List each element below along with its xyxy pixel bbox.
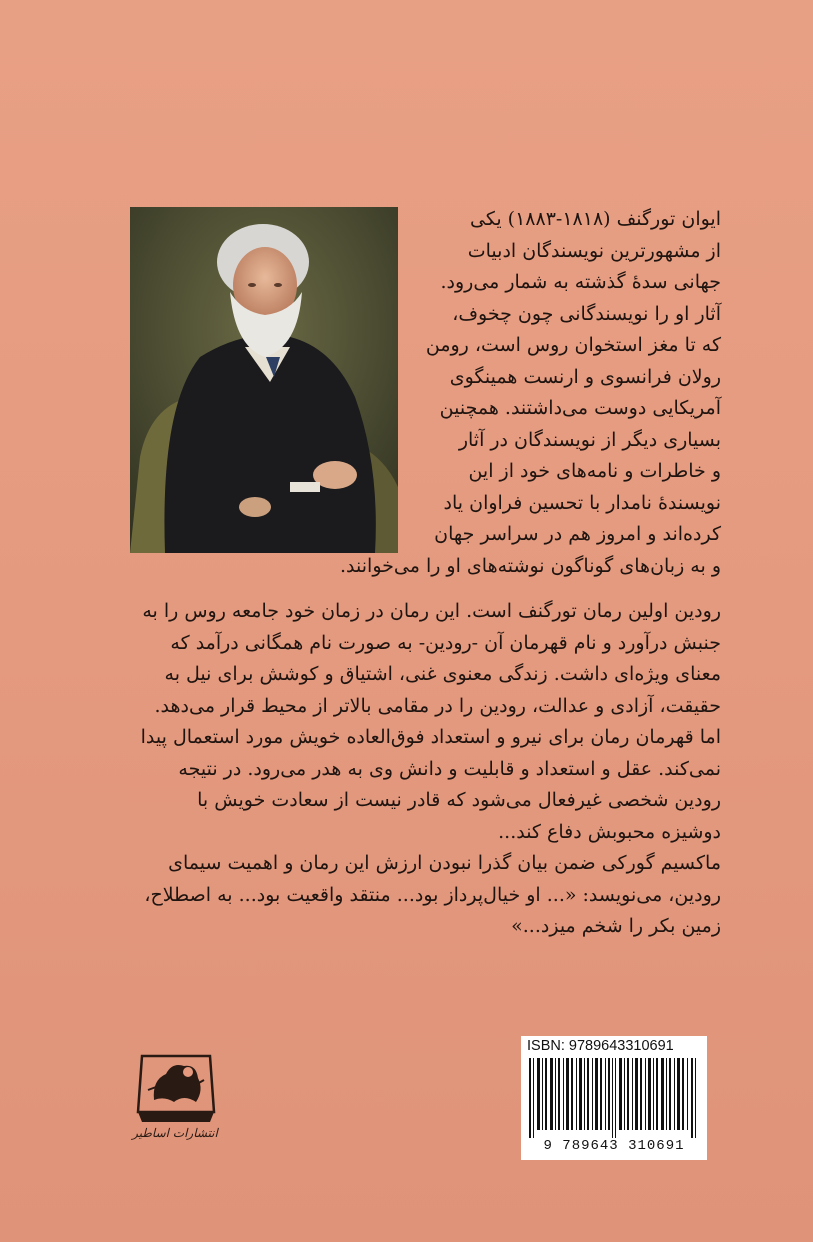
synopsis-line: اما قهرمان رمان برای نیرو و استعداد فوق‌العاده خویش مورد استعمال پیدا — [140, 726, 721, 748]
intro-line: از مشهورترین نویسندگان ادبیات — [467, 239, 721, 262]
synopsis-line: معنای ویژه‌ای داشت. زندگی معنوی غنی، اشتیاق و کوشش برای نیل به — [164, 663, 721, 685]
intro-line: رولان فرانسوی و ارنست همینگوی — [449, 365, 721, 388]
barcode-label — [521, 1036, 707, 1160]
barcode-digits: 9 789643 310691 — [543, 1138, 685, 1154]
intro-paragraph — [118, 204, 721, 582]
synopsis-line: نمی‌کند. عقل و استعداد و قابلیت و دانش وی به هدر می‌رود. در نتیجه — [178, 757, 721, 780]
publisher-logo — [134, 1050, 218, 1138]
synopsis-line: دوشیزه محبوبش دفاع کند... — [498, 820, 721, 843]
intro-line: که تا مغز استخوان روس است، رومن — [425, 334, 721, 356]
intro-line: و خاطرات و نامه‌های خود از این — [468, 460, 721, 482]
synopsis-line: جنبش درآورد و نام قهرمان آن -رودین- به صورت نام همگانی درآمد که — [170, 631, 721, 654]
intro-line: ایوان تورگنف (۱۸۱۸-۱۸۸۳) یکی — [470, 208, 721, 230]
quote-line: ماکسیم گورکی ضمن بیان گذرا نبودن ارزش این رمان و اهمیت سیمای — [168, 852, 721, 874]
barcode — [527, 1058, 701, 1138]
intro-line: جهانی سدهٔ گذشته به شمار می‌رود. — [440, 271, 721, 293]
intro-line: کرده‌اند و امروز هم در سراسر جهان — [434, 523, 721, 545]
synopsis-line: رودین اولین رمان تورگنف است. این رمان در زمان خود جامعه روس را به — [142, 600, 721, 622]
intro-line: نویسندهٔ نامدار با تحسین فراوان یاد — [443, 491, 721, 514]
intro-line: آمریکایی دوست می‌داشتند. همچنین — [439, 397, 721, 419]
synopsis-line: حقیقت، آزادی و عدالت، رودین را در مقامی بالاتر از محیط قرار می‌دهد. — [154, 694, 721, 717]
quote-line: رودین، می‌نویسد: «... او خیال‌پرداز بود... منتقد واقعیت بود... به اصطلاح، — [144, 883, 721, 906]
intro-line: بسیاری دیگر از نویسندگان در آثار — [458, 428, 721, 451]
synopsis-line: رودین شخصی غیرفعال می‌شود که قادر نیست از سعادت خویش با — [197, 789, 721, 811]
synopsis-paragraph — [118, 596, 721, 943]
intro-line: آثار او را نویسندگانی چون چخوف، — [452, 302, 721, 325]
publisher-name: انتشارات اساطیر — [132, 1126, 218, 1140]
quote-line: زمین بکر را شخم میزد...» — [511, 915, 721, 937]
intro-line: و به زبان‌های گوناگون نوشته‌های او را می‌خوانند. — [340, 554, 721, 577]
isbn-text: ISBN: 9789643310691 — [527, 1038, 674, 1054]
